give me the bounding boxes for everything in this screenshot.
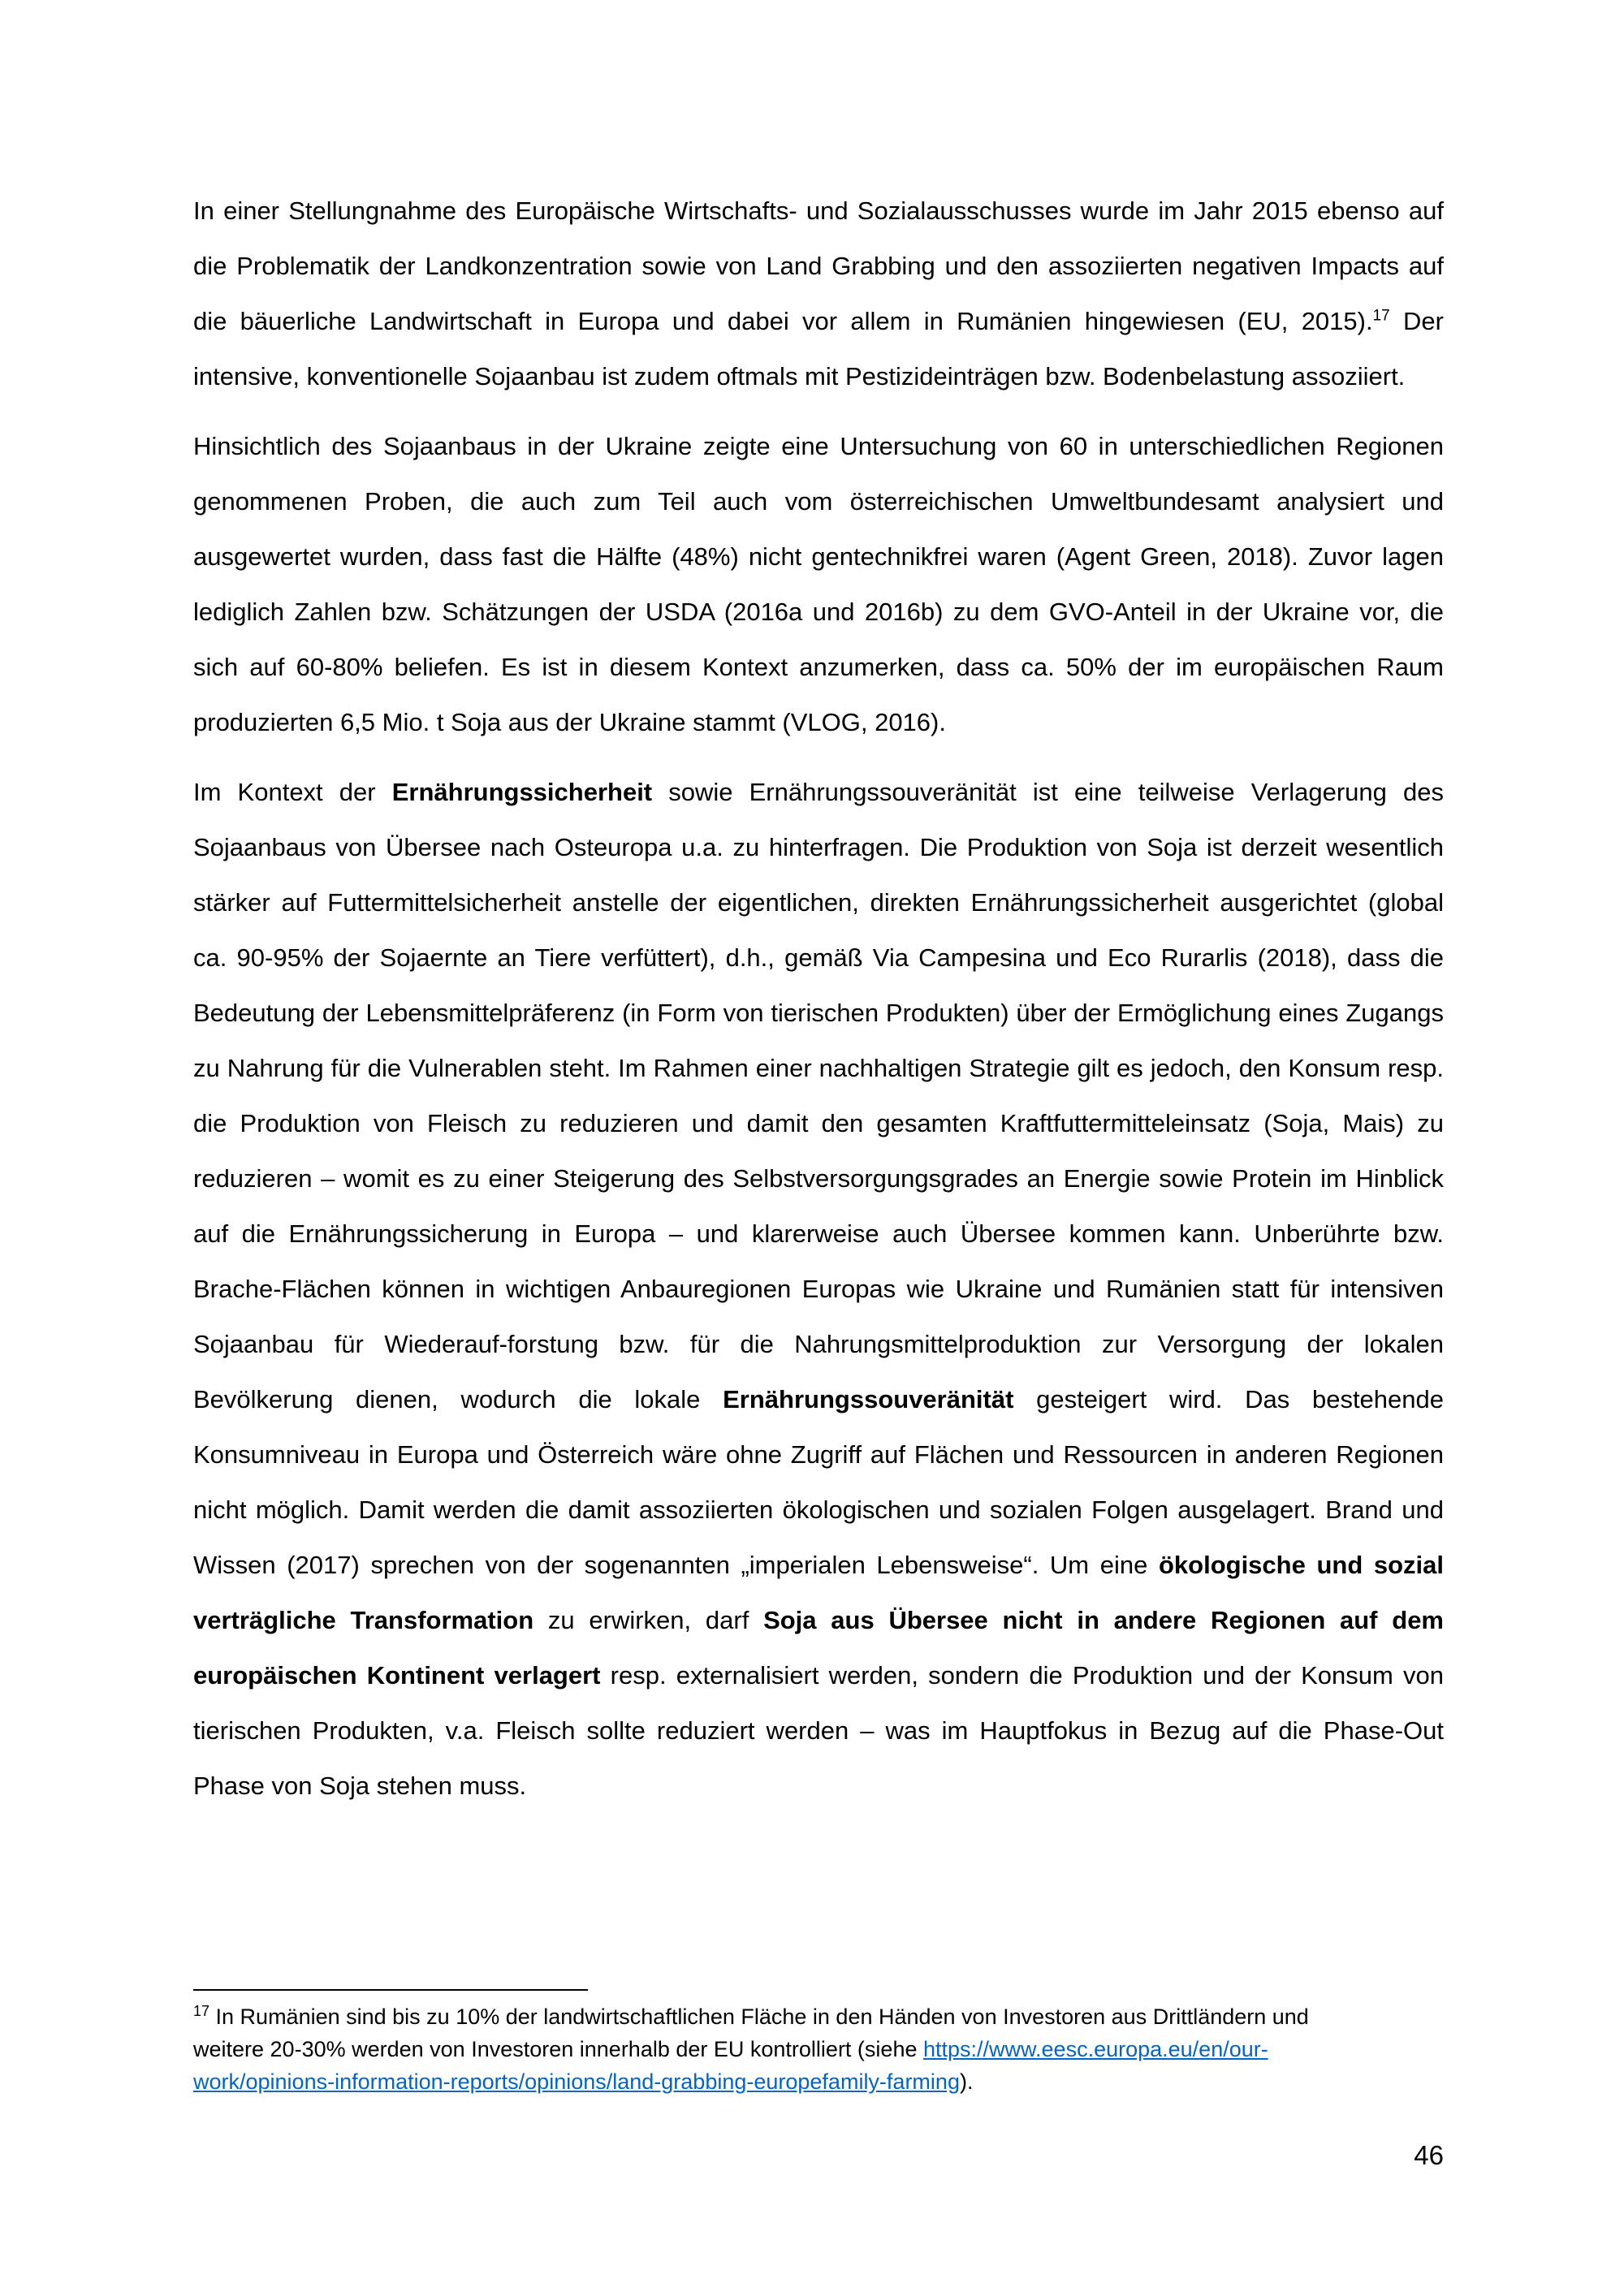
footnote-reference[interactable]: 17 [1372,307,1390,325]
bold-term: Ernährungssicherheit [391,778,653,806]
footnote-text: In Rumänien sind bis zu 10% der landwirtschaftlichen Fläche in den Händen von Investoren aus Drittländern und weitere 20-30% werden von Investoren innerhalb der EU kontrolliert (siehe [193,2005,1309,2061]
text-span: resp. externalisiert werden, sondern die Produktion und der Konsum von tierischen Produkten, v.a. Fleisch sollte reduziert werden – was im Hauptfokus in Bezug auf die Phase-Out Phase von Soja stehen muss. [193,1661,1444,1800]
text-span: In einer Stellungnahme des Europäische Wirtschafts- und Sozialausschusses wurde im Jahr 2015 ebenso auf die Problematik der Landkonzentration sowie von Land Grabbing und den assoziierten negativen Impacts auf die bäuerliche Landwirtschaft in Europa und dabei vor allem in Rumänien hingewiesen (EU, 2015). [193,196,1444,335]
paragraph-food-security [193,765,1444,1814]
paragraph-ukraine: Hinsichtlich des Sojaanbaus in der Ukraine zeigte eine Untersuchung von 60 in unterschiedlichen Regionen genommenen Proben, die auch zum Teil auch vom österreichischen Umweltbundesamt analysiert und ausgewertet wurden, dass fast die Hälfte (48%) nicht gentechnikfrei waren (Agent Green, 2018). Zuvor lagen lediglich Zahlen bzw. Schätzungen der USDA (2016a und 2016b) zu dem GVO-Anteil in der Ukraine vor, die sich auf 60-80% beliefen. Es ist in diesem Kontext anzumerken, dass ca. 50% der im europäischen Raum produzierten 6,5 Mio. t Soja aus der Ukraine stammt (VLOG, 2016). [193,432,1444,736]
footnote-link[interactable]: https://www.eesc.europa.eu/en/our-work/opinions-information-reports/opinions/land-grabbing-europefamily-farming [193,2037,1268,2094]
text-span: zu erwirken, darf [533,1606,764,1634]
text-span: gesteigert wird. Das bestehende Konsumniveau in Europa und Österreich wäre ohne Zugriff auf Flächen und Ressourcen in anderen Regionen nicht möglich. Damit werden die damit assoziierten ökologischen und sozialen Folgen ausgelagert. Brand und Wissen (2017) sprechen von der sogenannten „imperialen Lebensweise“. Um eine [193,1385,1444,1579]
body-text [193,183,1444,1828]
footnote [193,2000,1330,2098]
bold-term: Soja aus Übersee nicht in andere Regionen auf dem europäischen Kontinent verlagert [193,1606,1444,1690]
footnote-separator [193,1989,588,1991]
bold-term: ökologische und sozial verträgliche Transformation [193,1551,1445,1634]
footnote-text-end: ). [959,2069,974,2094]
text-span: sowie Ernährungssouveränität ist eine teilweise Verlagerung des Sojaanbaus von Übersee nach Osteuropa u.a. zu hinterfragen. Die Produktion von Soja ist derzeit wesentlich stärker auf Futtermittelsicherheit anstelle der eigentlichen, direkten Ernährungssicherheit ausgerichtet (global ca. 90-95% der Sojaernte an Tiere verfüttert), d.h., gemäß Via Campesina und Eco Rurarlis (2018), dass die Bedeutung der Lebensmittelpräferenz (in Form von tierischen Produkten) über der Ermöglichung eines Zugangs zu Nahrung für die Vulnerablen steht. Im Rahmen einer nachhaltigen Strategie gilt es jedoch, den Konsum resp. die Produktion von Fleisch zu reduzieren und damit den gesamten Kraftfuttermitteleinsatz (Soja, Mais) zu reduzieren – womit es zu einer Steigerung des Selbstversorgungsgrades an Energie sowie Protein im Hinblick auf die Ernährungssicherung in Europa – und klarerweise auch Übersee kommen kann. Unberührte bzw. Brache-Flächen können in wichtigen Anbauregionen Europas wie Ukraine und Rumänien statt für intensiven Sojaanbau für Wiederauf-forstung bzw. für die Nahrungsmittelproduktion zur Versorgung der lokalen Bevölkerung dienen, wodurch die lokale [193,778,1444,1413]
footnote-number: 17 [193,2003,210,2019]
text-span: Der intensive, konventionelle Sojaanbau ist zudem oftmals mit Pestizideinträgen bzw. Bodenbelastung assoziiert. [193,307,1444,391]
bold-term: Ernährungssouveränität [723,1385,1014,1413]
paragraph-land-grabbing [193,183,1444,404]
page-number: 46 [1414,2140,1444,2170]
text-span: Im Kontext der [193,778,392,806]
